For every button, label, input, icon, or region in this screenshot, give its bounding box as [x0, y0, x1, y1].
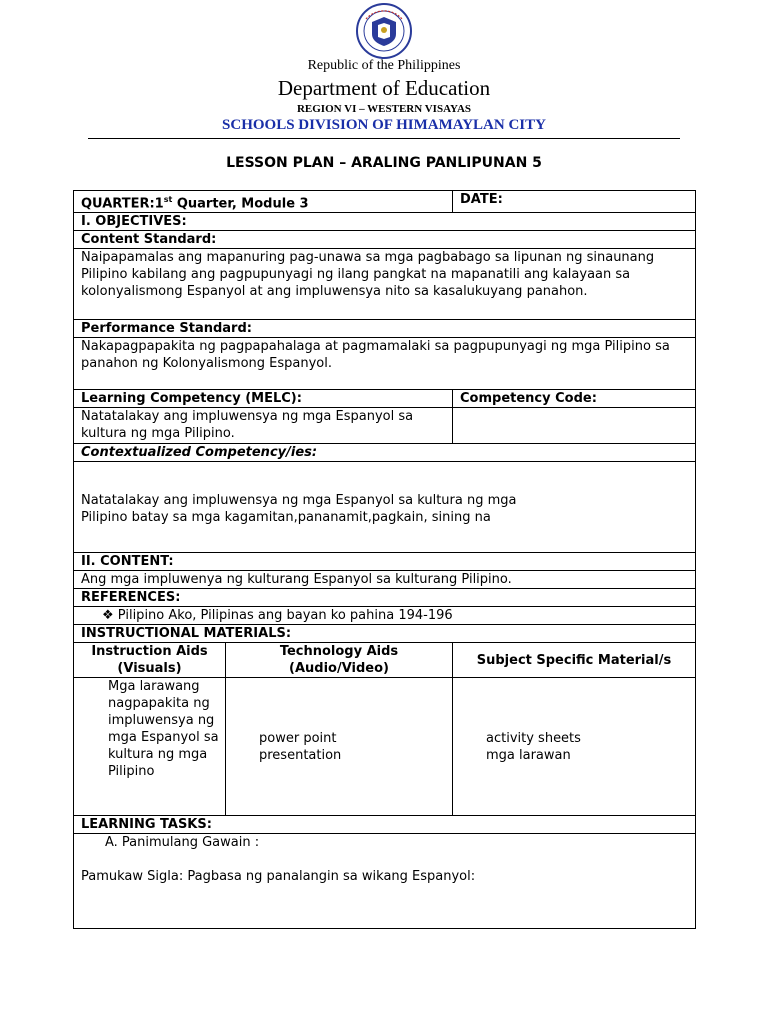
subject-material-header: Subject Specific Material/s [453, 643, 696, 678]
date-cell: DATE: [453, 191, 696, 213]
diamond-bullet-icon: ❖ [102, 608, 114, 624]
content-text: Ang mga impluwenya ng kulturang Espanyol sa kulturang Pilipino. [74, 571, 696, 589]
competency-code-heading: Competency Code: [453, 390, 696, 408]
header-divider [88, 138, 680, 139]
melc-text: Natatalakay ang impluwensya ng mga Espanyol sa kultura ng mga Pilipino. [74, 408, 453, 444]
learning-tasks-body [74, 834, 696, 929]
region-line: REGION VI – WESTERN VISAYAS [296, 103, 472, 115]
instructional-materials-heading: INSTRUCTIONAL MATERIALS: [74, 625, 696, 643]
content-standard-text: Naipapamalas ang mapanuring pag-unawa sa mga pagbabago sa lipunan ng sinaunang Pilipino kabilang ang pagpupunyagi ng ilang pangkat na mapanatili ang kalayaan sa kolonyalismong Espanyol at ang impluwensya nito sa kasalukuyang panahon. [74, 249, 696, 320]
task-a: A. Panimulang Gawain : [105, 835, 260, 851]
deped-seal-logo [352, 3, 416, 59]
technology-aids-text: power point presentation [226, 678, 453, 816]
content-heading: II. CONTENT: [74, 553, 696, 571]
performance-standard-heading: Performance Standard: [74, 320, 696, 338]
instruction-aids-header: Instruction Aids (Visuals) [74, 643, 226, 678]
lesson-plan-table [73, 190, 696, 929]
performance-standard-text: Nakapagpapakita ng pagpapahalaga at pagmamalaki sa pagpupunyagi ng mga Pilipino sa panahon ng Kolonyalismong Espanyol. [74, 338, 696, 390]
subject-material-text: activity sheets mga larawan [453, 678, 696, 816]
references-heading: REFERENCES: [74, 589, 696, 607]
content-standard-heading: Content Standard: [74, 231, 696, 249]
contextualized-heading: Contextualized Competency/ies: [74, 444, 696, 462]
references-item: ❖ Pilipino Ako, Pilipinas ang bayan ko pahina 194-196 [74, 607, 696, 625]
quarter-cell: QUARTER:1st Quarter, Module 3 [74, 191, 453, 213]
pamukaw-sigla: Pamukaw Sigla: Pagbasa ng panalangin sa wikang Espanyol: [81, 869, 476, 885]
objectives-heading: I. OBJECTIVES: [74, 213, 696, 231]
instruction-aids-text: Mga larawang nagpapakita ng impluwensya ng mga Espanyol sa kultura ng mga Pilipino [74, 678, 226, 816]
learning-tasks-heading: LEARNING TASKS: [74, 816, 696, 834]
competency-code-value [453, 408, 696, 444]
division-name: SCHOOLS DIVISION OF HIMAMAYLAN CITY [222, 117, 546, 133]
lesson-plan-title: LESSON PLAN – ARALING PANLIPUNAN 5 [226, 155, 542, 171]
contextualized-text: Natatalakay ang impluwensya ng mga Espanyol sa kultura ng mga Pilipino batay sa mga kagamitan,pananamit,pagkain, sining na [74, 462, 696, 553]
department-name: Department of Education [277, 76, 491, 100]
republic-line: Republic of the Philippines [307, 58, 461, 73]
melc-heading: Learning Competency (MELC): [74, 390, 453, 408]
technology-aids-header: Technology Aids (Audio/Video) [226, 643, 453, 678]
